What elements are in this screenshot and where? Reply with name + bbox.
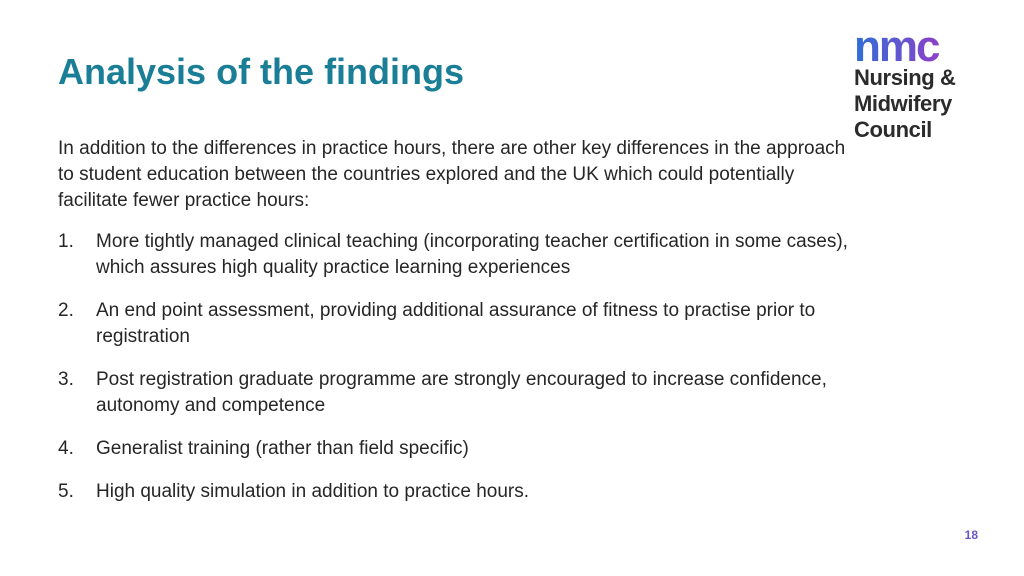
logo-mark-text: nmc [854,30,939,66]
list-item [58,479,848,505]
slide-title: Analysis of the findings [58,51,465,92]
intro-paragraph: In addition to the differences in practice hours, there are other key differences in the approach to student education between the countries explored and the UK which could potentially facilitate fewer practice hours: [58,138,846,211]
list-item [58,436,848,462]
logo-line-3: Council [854,117,932,142]
findings-list [58,229,848,522]
list-item-number: 5. [58,481,74,502]
logo-line-1: Nursing & [854,65,956,90]
list-item-text: High quality simulation in addition to practice hours. [96,481,530,502]
list-item-text: More tightly managed clinical teaching (incorporating teacher certification in some cases), which assures high quality practice learning experiences [96,231,848,278]
list-item-number: 2. [58,300,74,321]
list-item-text: An end point assessment, providing additional assurance of fitness to practise prior to registration [96,300,816,347]
nmc-logo-mark [854,30,970,66]
nmc-logo [852,26,992,144]
list-item [58,298,848,350]
logo-line-2: Midwifery [854,91,952,116]
list-item-number: 4. [58,438,74,459]
list-item-number: 3. [58,369,74,390]
list-item-number: 1. [58,231,74,252]
list-item [58,367,848,419]
list-item [58,229,848,281]
list-item-text: Generalist training (rather than field specific) [96,438,469,459]
page-number: 18 [964,528,978,542]
list-item-text: Post registration graduate programme are strongly encouraged to increase confidence, autonomy and competence [96,369,827,416]
